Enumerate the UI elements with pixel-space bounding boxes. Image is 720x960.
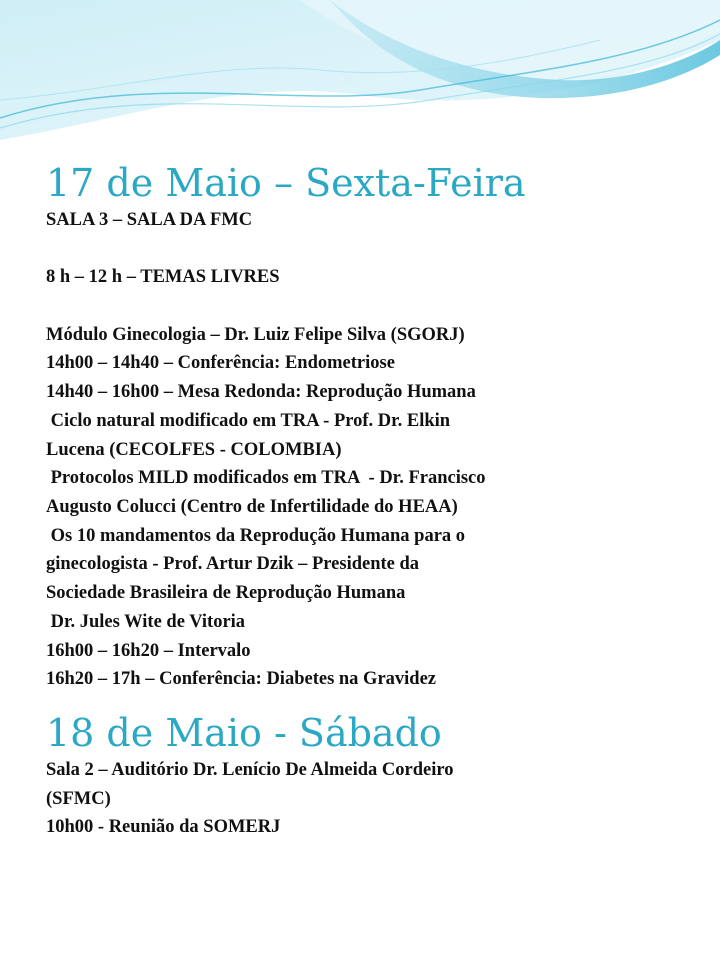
schedule-line: 14h40 – 16h00 – Mesa Redonda: Reprodução Humana <box>46 382 476 403</box>
schedule-line: 14h00 – 14h40 – Conferência: Endometriose <box>46 353 395 374</box>
schedule-line: Protocolos MILD modificados em TRA - Dr. Francisco <box>46 468 486 489</box>
schedule-line: 16h20 – 17h – Conferência: Diabetes na Gravidez <box>46 669 437 690</box>
schedule-line: Dr. Jules Wite de Vitoria <box>46 611 246 632</box>
session-line: 8 h – 12 h – TEMAS LIVRES <box>46 267 280 288</box>
schedule-line: Ciclo natural modificado em TRA - Prof. Dr. Elkin <box>46 410 451 431</box>
day-heading: 18 de Maio - Sábado <box>46 710 442 755</box>
day-section-17 <box>46 160 706 694</box>
schedule-line: Sala 2 – Auditório Dr. Lenício De Almeida Cordeiro <box>46 759 454 780</box>
day-heading: 17 de Maio – Sexta-Feira <box>46 161 526 205</box>
schedule-line: (SFMC) <box>46 788 111 809</box>
schedule-content <box>46 160 706 842</box>
schedule-line: Sociedade Brasileira de Reprodução Humana <box>46 583 406 604</box>
schedule-line: Módulo Ginecologia – Dr. Luiz Felipe Silva (SGORJ) <box>46 324 465 345</box>
room-line: SALA 3 – SALA DA FMC <box>46 210 253 230</box>
schedule-line: Lucena (CECOLFES - COLOMBIA) <box>46 439 342 460</box>
wave-decoration <box>0 0 720 150</box>
schedule-line: ginecologista - Prof. Artur Dzik – Presidente da <box>46 554 420 575</box>
schedule-line: Os 10 mandamentos da Reprodução Humana para o <box>46 525 466 546</box>
schedule-line: 10h00 - Reunião da SOMERJ <box>46 817 281 838</box>
day-section-18 <box>46 710 706 842</box>
schedule-line: Augusto Colucci (Centro de Infertilidade do HEAA) <box>46 497 458 517</box>
schedule-line: 16h00 – 16h20 – Intervalo <box>46 640 251 661</box>
